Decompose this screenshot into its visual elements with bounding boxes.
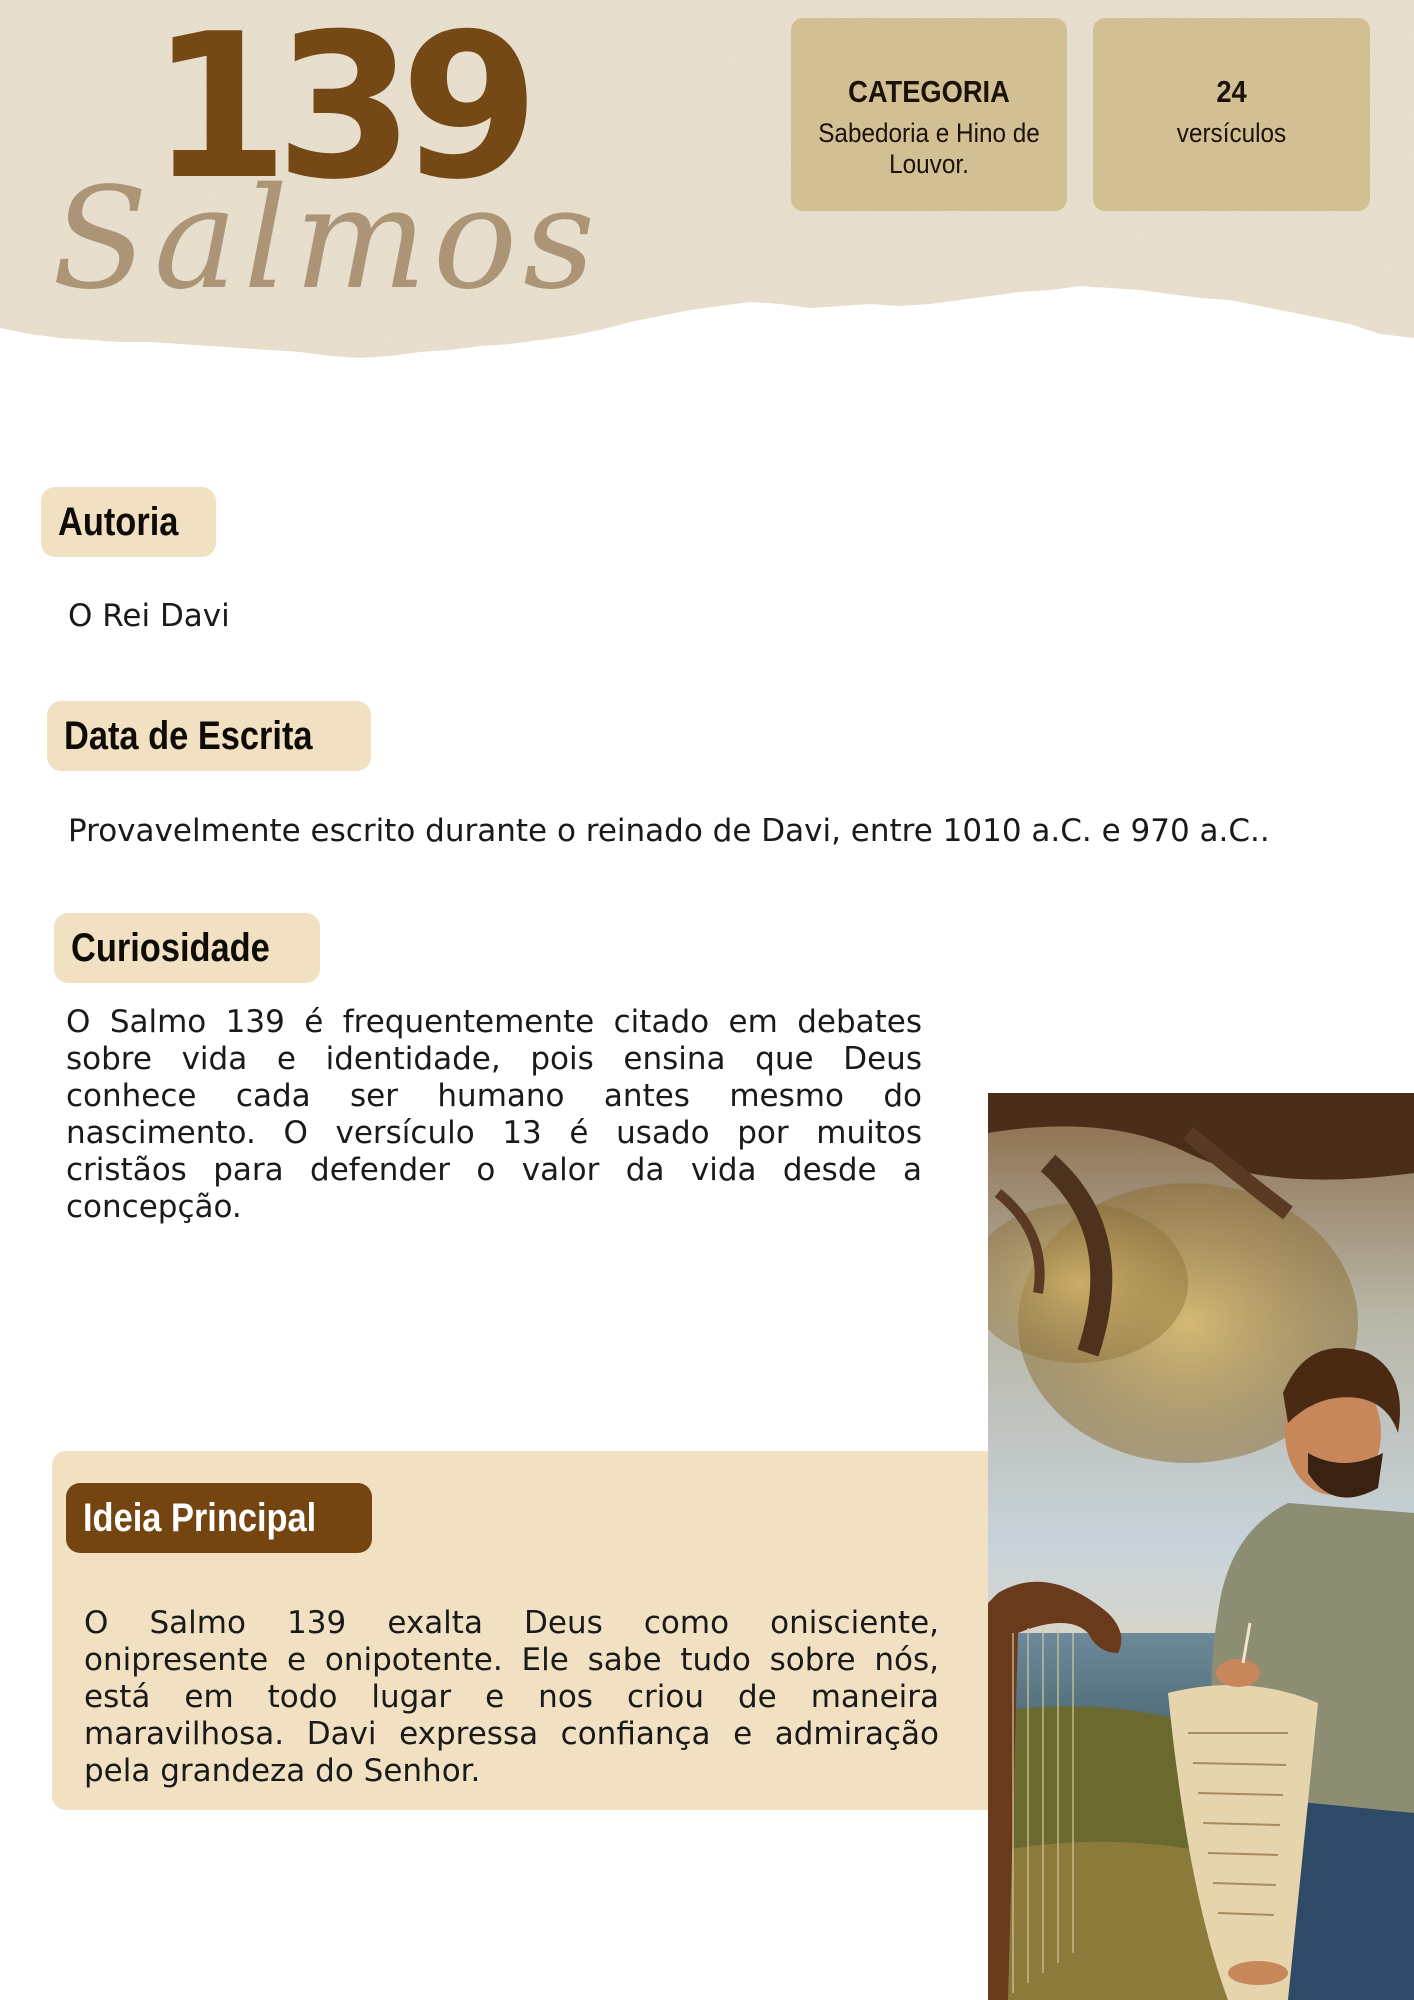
date-heading-text: Data de Escrita	[64, 714, 313, 758]
category-card	[791, 18, 1067, 211]
main-idea-heading-text: Ideia Principal	[83, 1496, 317, 1540]
verses-label: versículos	[1176, 118, 1287, 148]
curiosity-heading	[54, 913, 320, 983]
psalm-number: 139	[150, 0, 526, 224]
curiosity-heading-text: Curiosidade	[71, 926, 270, 970]
verses-card	[1093, 18, 1370, 211]
category-label: CATEGORIA	[848, 74, 1010, 109]
authorship-heading-text: Autoria	[58, 500, 179, 544]
book-name-script: Salmos	[52, 158, 602, 321]
authorship-heading	[41, 487, 216, 557]
category-value: Sabedoria e Hino de Louvor.	[818, 118, 1040, 179]
main-idea-heading	[66, 1483, 372, 1553]
verses-count: 24	[1216, 74, 1247, 109]
date-text: Provavelmente escrito durante o reinado de Davi, entre 1010 a.C. e 970 a.C..	[68, 813, 1270, 849]
curiosity-text: O Salmo 139 é frequentemente citado em debates sobre vida e identidade, pois ensina que Deus conhece cada ser humano antes mesmo do nascimento. O versículo 13 é usado por muitos cristãos para defender o valor da vida desde a concepção.	[66, 1004, 922, 1225]
david-illustration	[988, 1093, 1414, 2000]
authorship-text: O Rei Davi	[68, 598, 230, 634]
main-idea-text: O Salmo 139 exalta Deus como onisciente, onipresente e onipotente. Ele sabe tudo sobre nós, está em todo lugar e nos criou de maneira maravilhosa. Davi expressa confiança e admiração pela grandeza do Senhor.	[84, 1605, 939, 1789]
date-heading	[47, 701, 371, 771]
